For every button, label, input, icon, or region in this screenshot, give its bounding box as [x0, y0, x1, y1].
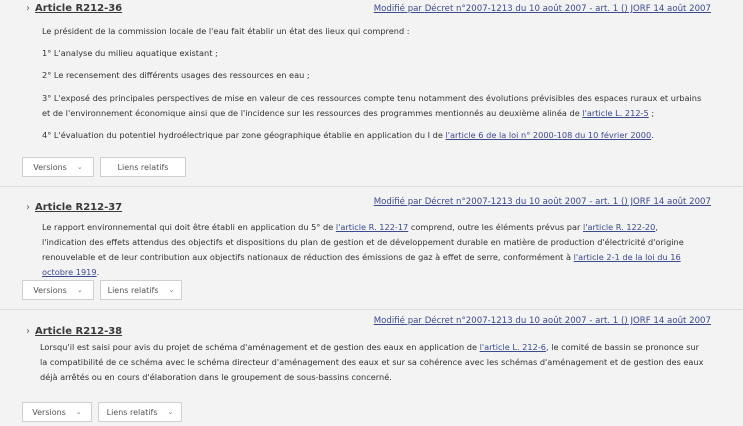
divider — [0, 186, 743, 187]
versions-button[interactable]: Versions ⌄ — [22, 280, 94, 300]
related-links-button[interactable]: Liens relatifs ⌄ — [98, 402, 182, 422]
article-link[interactable]: l'article R. 122-17 — [335, 222, 409, 232]
list-item: 3° L'exposé des principales perspectives de mise en valeur de ces ressources compte tenu notamment des évolutions prévisibles des espaces ruraux et urbains et de l'environnement économique ainsi que de l'incidence sur les ressources des programmes mentionnés au deuxième alinéa de l'article L. 212-5 ; — [42, 93, 702, 118]
chevron-down-icon: ⌄ — [76, 286, 83, 294]
related-links-button[interactable]: Liens relatifs ⌄ — [100, 280, 182, 300]
chevron-right-icon: › — [26, 326, 30, 337]
article-link[interactable]: l'article L. 212-6 — [479, 342, 546, 352]
law-link[interactable]: l'article 6 de la loi n° 2000-108 du 10 février 2000 — [445, 130, 652, 140]
list-item: 1° L'analyse du milieu aquatique existant ; — [42, 48, 218, 58]
list-item: 2° Le recensement des différents usages des ressources en eau ; — [42, 70, 310, 80]
related-links-button[interactable]: Liens relatifs — [100, 157, 186, 177]
law-link[interactable]: l'article 2-1 de la loi du 16 octobre 1919 — [42, 252, 681, 277]
chevron-right-icon: › — [26, 3, 30, 14]
chevron-down-icon: ⌄ — [168, 286, 175, 294]
modification-info — [374, 316, 711, 326]
modification-link[interactable]: Modifié par Décret n°2007-1213 du 10 août 2007 - art. 1 () JORF 14 août 2007 — [373, 316, 711, 326]
article-body: Lorsqu'il est saisi pour avis du projet de schéma d'aménagement et de gestion des eaux en application de l'article L. 212-6, le comité de bassin se prononce sur la compatibilité de ce schéma avec le schéma directeur d'aménagement des eaux et sur sa cohérence avec les schémas d'aménagement et de gestion des eaux déjà arrêtés ou en cours d'élaboration dans le groupement de sous-bassins concerné. — [40, 342, 704, 382]
article-link[interactable]: l'article L. 212-5 — [582, 108, 649, 118]
chevron-right-icon: › — [26, 202, 30, 213]
modification-link[interactable]: Modifié par Décret n°2007-1213 du 10 août 2007 - art. 1 () JORF 14 août 2007 — [373, 197, 711, 207]
list-item: 4° L'évaluation du potentiel hydroélectrique par zone géographique établie en application du I de l'article 6 de la loi n° 2000-108 du 10 février 2000. — [42, 130, 654, 140]
article-intro: Le président de la commission locale de l'eau fait établir un état des lieux qui comprend : — [42, 26, 410, 36]
article-heading[interactable]: › Article R212-38 — [26, 326, 123, 337]
chevron-down-icon: ⌄ — [75, 408, 82, 416]
modification-info — [374, 4, 711, 14]
article-link[interactable]: l'article R. 122-20 — [582, 222, 656, 232]
chevron-down-icon: ⌄ — [167, 408, 174, 416]
article-heading[interactable]: › Article R212-37 — [26, 202, 123, 213]
article-body: Le rapport environnemental qui doit être établi en application du 5° de l'article R. 122-17 comprend, outre les éléments prévus par l'article R. 122-20, l'indication des effets attendus des objectifs et dispositions du plan de gestion et de développement durable en matière de production d'électricité d'origine renouvelable et de leur contribution aux objectifs nationaux de réduction des émissions de gaz à effet de serre, conformément à l'article 2-1 de la loi du 16 octobre 1919. — [42, 222, 684, 277]
versions-button[interactable]: Versions ⌄ — [22, 157, 94, 177]
article-heading[interactable]: › Article R212-36 — [26, 3, 123, 14]
chevron-down-icon: ⌄ — [76, 163, 83, 171]
modification-info — [374, 197, 711, 207]
versions-button[interactable]: Versions ⌄ — [22, 402, 92, 422]
modification-link[interactable]: Modifié par Décret n°2007-1213 du 10 août 2007 - art. 1 () JORF 14 août 2007 — [373, 4, 711, 14]
divider — [0, 309, 743, 310]
